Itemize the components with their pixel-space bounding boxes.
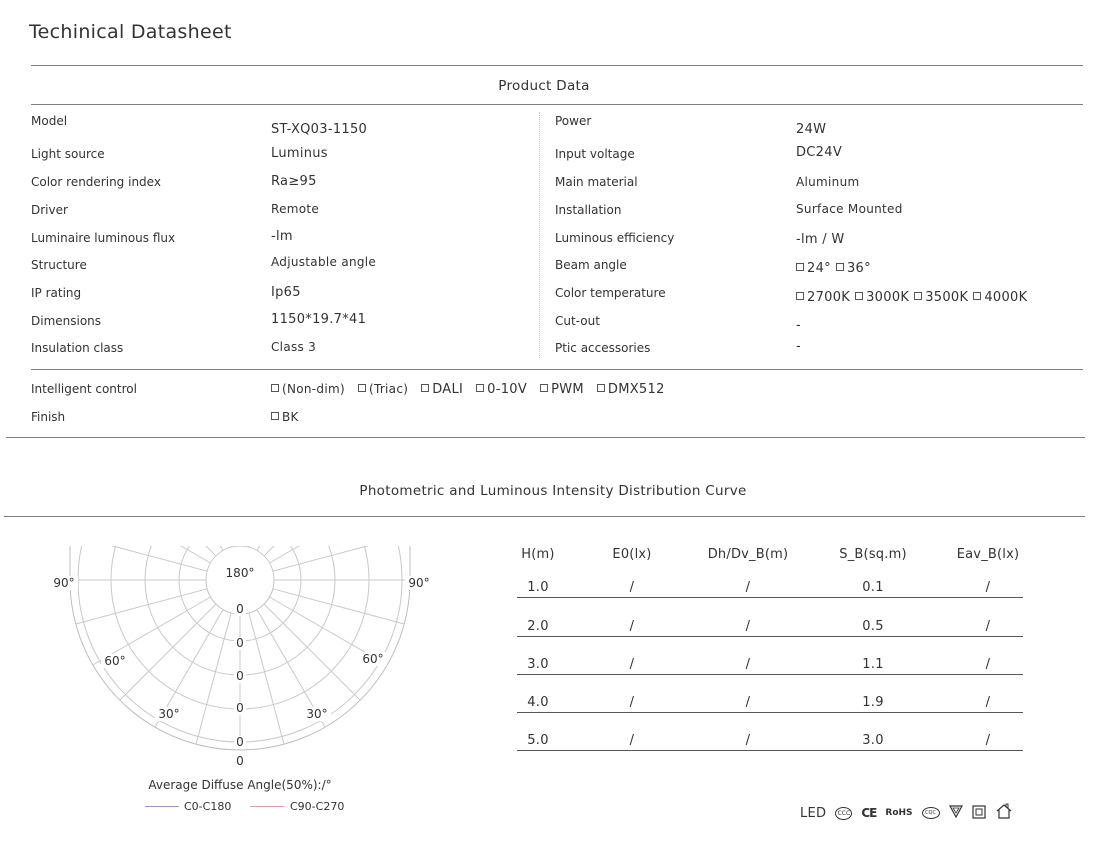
page-title: Techinical Datasheet bbox=[29, 21, 232, 43]
divider bbox=[31, 104, 1083, 105]
polar-radial-upper bbox=[269, 540, 387, 563]
table-cell: 3.0 bbox=[862, 733, 884, 748]
table-cell: / bbox=[629, 695, 635, 710]
option-label: (Non-dim) bbox=[282, 382, 345, 396]
option-checkbox[interactable] bbox=[271, 410, 299, 424]
spec-value: -lm bbox=[271, 229, 293, 244]
finish-label: Finish bbox=[31, 410, 66, 424]
polar-radial bbox=[120, 604, 216, 700]
table-cell: / bbox=[985, 733, 991, 748]
spec-value: 24W bbox=[796, 122, 827, 137]
option-checkbox[interactable] bbox=[796, 290, 850, 305]
divider bbox=[4, 516, 1085, 517]
divider bbox=[31, 369, 1083, 370]
option-label: 3000K bbox=[866, 290, 910, 305]
cqc-icon: CQC bbox=[922, 807, 940, 819]
table-header-cell: Dh/Dv_B(m) bbox=[707, 547, 789, 562]
polar-radial-upper bbox=[257, 540, 325, 551]
option-checkbox[interactable] bbox=[836, 261, 871, 276]
polar-ring-value: 0 bbox=[236, 754, 244, 768]
polar-angle-label: 30° bbox=[306, 707, 328, 721]
spec-label: Input voltage bbox=[555, 147, 635, 161]
option-checkbox[interactable] bbox=[973, 290, 1027, 305]
option-checkbox[interactable] bbox=[855, 290, 909, 305]
polar-angle-label: 60° bbox=[362, 652, 384, 666]
table-cell: / bbox=[629, 580, 635, 595]
option-label: PWM bbox=[551, 382, 584, 397]
spec-label: Dimensions bbox=[31, 314, 102, 328]
spec-value: Class 3 bbox=[271, 340, 317, 354]
table-header-cell: Eav_B(lx) bbox=[956, 547, 1020, 562]
option-label: 3500K bbox=[925, 290, 969, 305]
table-row-line bbox=[517, 674, 1023, 675]
spec-value: Remote bbox=[271, 202, 320, 216]
table-cell: / bbox=[745, 580, 751, 595]
polar-ring-value: 0 bbox=[236, 735, 244, 749]
option-checkbox[interactable] bbox=[914, 290, 968, 305]
divider bbox=[31, 65, 1083, 66]
option-checkbox[interactable] bbox=[358, 382, 408, 396]
checkbox-icon bbox=[973, 292, 981, 300]
column-divider bbox=[539, 112, 540, 358]
table-cell: 1.9 bbox=[862, 695, 884, 710]
option-label: DMX512 bbox=[607, 382, 665, 397]
table-header-cell: E0(lx) bbox=[612, 547, 652, 562]
legend-label: C0-C180 bbox=[184, 800, 232, 813]
finish-options bbox=[271, 410, 312, 425]
checkbox-icon bbox=[796, 263, 804, 271]
polar-radial-upper bbox=[155, 540, 223, 551]
option-label: 24° bbox=[807, 261, 831, 276]
spec-value: Luminus bbox=[271, 146, 328, 161]
option-label: BK bbox=[282, 410, 299, 424]
spec-value: Surface Mounted bbox=[796, 202, 903, 216]
option-label: 4000K bbox=[984, 290, 1028, 305]
spec-value: Aluminum bbox=[796, 175, 860, 189]
checkbox-icon bbox=[358, 384, 366, 392]
checkbox-icon bbox=[476, 384, 484, 392]
polar-ring-value: 0 bbox=[236, 636, 244, 650]
spec-value: Ra≥95 bbox=[271, 174, 317, 189]
spec-label: IP rating bbox=[31, 286, 82, 300]
intelligent-control-label: Intelligent control bbox=[31, 382, 137, 396]
polar-radial-upper bbox=[196, 540, 231, 547]
certification-marks bbox=[800, 803, 1013, 823]
spec-label: Beam angle bbox=[555, 258, 627, 272]
polar-radial bbox=[264, 604, 360, 700]
triangle-mark-icon bbox=[949, 805, 963, 821]
polar-radial-upper bbox=[76, 540, 207, 571]
table-cell: / bbox=[745, 695, 751, 710]
spec-value: ST-XQ03-1150 bbox=[271, 122, 368, 137]
spec-label: Luminous efficiency bbox=[555, 231, 675, 245]
option-checkbox[interactable] bbox=[796, 261, 831, 276]
spec-label: Cut-out bbox=[555, 314, 600, 328]
spec-value: -lm / W bbox=[796, 232, 845, 247]
spec-value: Adjustable angle bbox=[271, 255, 377, 269]
table-cell: 0.5 bbox=[862, 619, 884, 634]
polar-angle-label: 90° bbox=[408, 576, 430, 590]
table-row-line bbox=[517, 712, 1023, 713]
table-cell: / bbox=[629, 733, 635, 748]
polar-angle-label: 180° bbox=[225, 566, 255, 580]
checkbox-icon bbox=[421, 384, 429, 392]
checkbox-icon bbox=[271, 412, 279, 420]
table-cell: 0.1 bbox=[862, 580, 884, 595]
option-label: 0-10V bbox=[487, 382, 528, 397]
table-cell: / bbox=[745, 619, 751, 634]
polar-radial bbox=[249, 613, 284, 744]
option-checkbox[interactable] bbox=[271, 382, 345, 396]
table-cell: / bbox=[745, 733, 751, 748]
polar-ring-value: 0 bbox=[236, 602, 244, 616]
option-label: DALI bbox=[432, 382, 464, 397]
rohs-icon: RoHS bbox=[885, 808, 913, 818]
option-label: 2700K bbox=[807, 290, 851, 305]
diffuse-angle-caption: Average Diffuse Angle(50%):/° bbox=[148, 778, 332, 792]
polar-radial bbox=[196, 613, 231, 744]
polar-radial bbox=[76, 589, 207, 624]
table-header-cell: S_B(sq.m) bbox=[839, 547, 907, 562]
spec-value: - bbox=[796, 339, 801, 354]
legend-swatch bbox=[250, 806, 284, 807]
table-header-cell: H(m) bbox=[521, 547, 555, 562]
table-cell: / bbox=[629, 619, 635, 634]
spec-options bbox=[796, 290, 1032, 305]
spec-options bbox=[796, 261, 876, 276]
spec-label: Main material bbox=[555, 175, 638, 189]
table-cell: / bbox=[629, 657, 635, 672]
table-cell: 3.0 bbox=[527, 657, 549, 672]
spec-label: Installation bbox=[555, 203, 622, 217]
option-label: 36° bbox=[846, 261, 871, 276]
option-checkbox[interactable] bbox=[476, 382, 527, 397]
table-cell: / bbox=[745, 657, 751, 672]
spec-label: Color temperature bbox=[555, 286, 666, 300]
table-row-line bbox=[517, 636, 1023, 637]
polar-intensity-chart bbox=[40, 540, 440, 770]
divider bbox=[6, 437, 1085, 438]
polar-radial-upper bbox=[273, 540, 404, 571]
option-checkbox[interactable] bbox=[597, 382, 665, 397]
spec-value: 1150*19.7*41 bbox=[271, 312, 367, 327]
polar-radial-upper bbox=[93, 540, 211, 563]
polar-angle-label: 60° bbox=[104, 654, 126, 668]
polar-ring-value: 0 bbox=[236, 669, 244, 683]
class-ii-square-icon bbox=[972, 805, 986, 822]
spec-value: Ip65 bbox=[271, 285, 301, 300]
polar-angle-label: 90° bbox=[53, 576, 75, 590]
table-cell: 4.0 bbox=[527, 695, 549, 710]
indoor-house-icon bbox=[995, 803, 1013, 823]
checkbox-icon bbox=[855, 292, 863, 300]
spec-value: DC24V bbox=[796, 145, 843, 160]
table-cell: 2.0 bbox=[527, 619, 549, 634]
option-label: (Triac) bbox=[368, 382, 409, 396]
ce-mark-icon: CE bbox=[861, 806, 877, 820]
checkbox-icon bbox=[540, 384, 548, 392]
polar-ring-value: 0 bbox=[236, 701, 244, 715]
spec-label: Light source bbox=[31, 147, 105, 161]
table-cell: / bbox=[985, 619, 991, 634]
table-cell: 1.1 bbox=[862, 657, 884, 672]
spec-label: Insulation class bbox=[31, 341, 124, 355]
spec-label: Structure bbox=[31, 258, 87, 272]
polar-radial-upper bbox=[249, 540, 284, 547]
spec-label: Model bbox=[31, 114, 68, 128]
option-checkbox[interactable] bbox=[540, 382, 584, 397]
legend-swatch bbox=[145, 806, 179, 807]
table-cell: / bbox=[985, 580, 991, 595]
spec-label: Color rendering index bbox=[31, 175, 161, 189]
table-cell: / bbox=[985, 695, 991, 710]
intelligent-control-options bbox=[271, 382, 678, 397]
product-data-heading: Product Data bbox=[498, 78, 590, 94]
polar-radial-upper bbox=[120, 540, 216, 556]
spec-label: Power bbox=[555, 114, 592, 128]
led-mark: LED bbox=[800, 805, 827, 821]
spec-label: Luminaire luminous flux bbox=[31, 231, 176, 245]
table-cell: / bbox=[985, 657, 991, 672]
table-cell: 5.0 bbox=[527, 733, 549, 748]
checkbox-icon bbox=[914, 292, 922, 300]
polar-angle-label: 30° bbox=[158, 707, 180, 721]
spec-label: Ptic accessories bbox=[555, 341, 651, 355]
checkbox-icon bbox=[796, 292, 804, 300]
table-cell: 1.0 bbox=[527, 580, 549, 595]
checkbox-icon bbox=[271, 384, 279, 392]
checkbox-icon bbox=[836, 263, 844, 271]
ccc-icon: CCC bbox=[835, 807, 852, 820]
spec-label: Driver bbox=[31, 203, 68, 217]
spec-value: - bbox=[796, 318, 801, 333]
legend-label: C90-C270 bbox=[290, 800, 345, 813]
polar-radial bbox=[273, 589, 404, 624]
checkbox-icon bbox=[597, 384, 605, 392]
table-row-line bbox=[517, 750, 1023, 751]
photometric-heading: Photometric and Luminous Intensity Distribution Curve bbox=[359, 483, 747, 499]
option-checkbox[interactable] bbox=[421, 382, 463, 397]
table-row-line bbox=[517, 597, 1023, 598]
polar-radial-upper bbox=[264, 540, 360, 556]
